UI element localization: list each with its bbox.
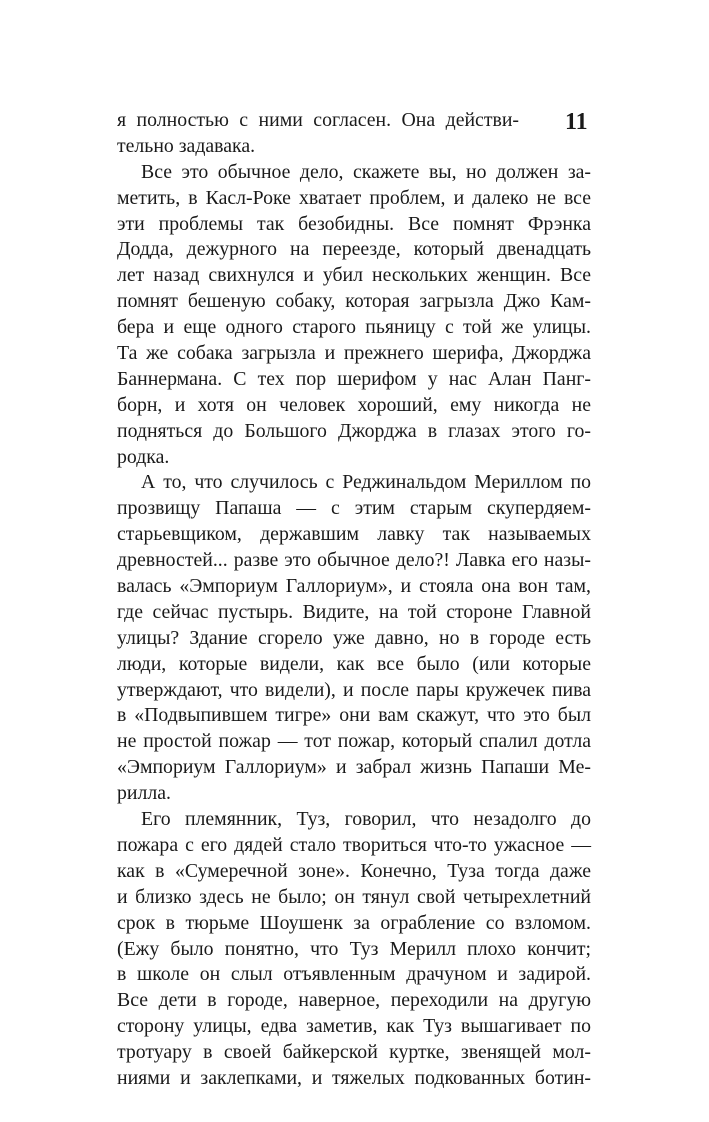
text-line: рилла.	[117, 782, 171, 805]
text-line: я полностью с ними согласен. Она действи-	[117, 109, 519, 131]
text-line: Та же собака загрызла и прежнего шерифа, Джорджа	[117, 342, 591, 365]
text-line: Баннермана. С тех пор шерифом у нас Алан Панг-	[117, 367, 591, 390]
text-line: древностей... разве это обычное дело?! Лавка его назы-	[117, 549, 591, 572]
text-line: А то, что случилось с Реджинальдом Мериллом по	[141, 471, 591, 494]
text-line: подняться до Большого Джорджа в глазах этого го-	[117, 419, 591, 442]
text-line: люди, которые видели, как все было (или которые	[117, 652, 591, 675]
text-line: Додда, дежурного на переезде, который двенадцать	[117, 238, 591, 261]
text-line: Все дети в городе, наверное, переходили на другую	[117, 989, 591, 1012]
text-line: валась «Эмпориум Галлориум», и стояла она вон там,	[117, 575, 591, 598]
text-line: пожара с его дядей стало твориться что-то ужасное —	[117, 833, 591, 856]
body-text	[117, 108, 591, 1092]
text-line: метить, в Касл-Роке хватает проблем, и далеко не все	[117, 186, 591, 209]
text-line: лет назад свихнулся и убил нескольких женщин. Все	[117, 264, 591, 287]
text-line: эти проблемы так безобидны. Все помнят Фрэнка	[117, 212, 591, 235]
text-line: Его племянник, Туз, говорил, что незадолго до	[141, 808, 591, 831]
text-line: не простой пожар — тот пожар, который спалил дотла	[117, 730, 591, 753]
text-line: срок в тюрьме Шоушенк за ограбление со взломом.	[117, 911, 591, 934]
page-number: 11	[565, 109, 588, 135]
text-line: тельно задавака.	[117, 134, 256, 157]
text-line: «Эмпориум Галлориум» и забрал жизнь Папаши Ме-	[117, 756, 591, 779]
text-line: старьевщиком, державшим лавку так называемых	[117, 523, 591, 546]
text-line: тротуару в своей байкерской куртке, звенящей мол-	[117, 1041, 591, 1064]
text-line: бера и еще одного старого пьяницу с той же улицы.	[117, 316, 591, 339]
text-line: в «Подвыпившем тигре» они вам скажут, что это был	[117, 704, 591, 727]
text-line: как в «Сумеречной зоне». Конечно, Туза тогда даже	[117, 859, 591, 882]
text-line: и близко здесь не было; он тянул свой четырехлетний	[117, 885, 591, 908]
text-line: утверждают, что видели), и после пары кружечек пива	[117, 678, 591, 701]
text-line: борн, и хотя он человек хороший, ему никогда не	[117, 393, 591, 416]
text-line: где сейчас пустырь. Видите, на той стороне Главной	[117, 600, 591, 623]
text-line: (Ежу было понятно, что Туз Мерилл плохо кончит;	[117, 937, 591, 960]
text-line: помнят бешеную собаку, которая загрызла Джо Кам-	[117, 290, 591, 313]
text-line: сторону улицы, едва заметив, как Туз вышагивает по	[117, 1015, 591, 1038]
text-line: Все это обычное дело, скажете вы, но должен за-	[141, 160, 591, 183]
text-line: родка.	[117, 445, 170, 468]
text-line: в школе он слыл отъявленным драчуном и задирой.	[117, 963, 591, 986]
text-line: ниями и заклепками, и тяжелых подкованных ботин-	[117, 1066, 591, 1089]
text-line: улицы? Здание сгорело уже давно, но в городе есть	[117, 626, 591, 649]
text-line: прозвищу Папаша — с этим старым скупердяем-	[117, 497, 591, 520]
